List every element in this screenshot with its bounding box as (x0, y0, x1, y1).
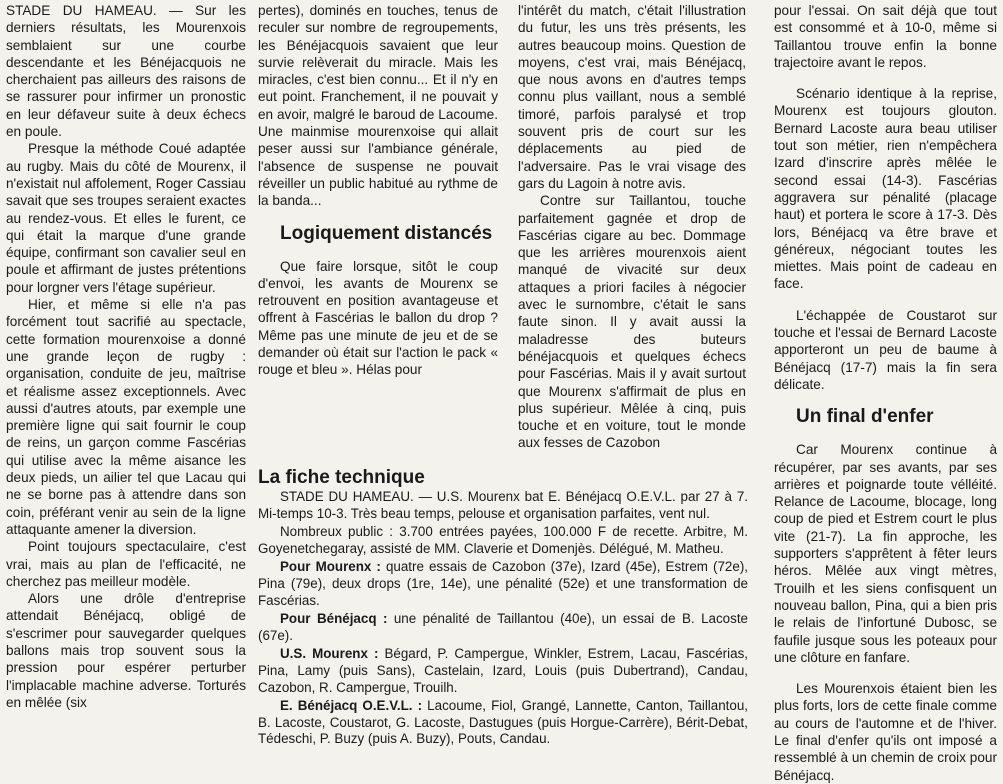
text: une pénalité de Taillantou (40e), un essai de B. Lacoste (67e). (258, 611, 748, 643)
paragraph: Point toujours spectaculaire, c'est vrai, mais au plan de l'efficacité, ne cherchez pas meilleur modèle. (6, 539, 246, 589)
sheet-scorers-mourenx (258, 559, 748, 609)
label: E. Bénéjacq O.E.V.L. : (280, 698, 423, 714)
text: Bégard, P. Campergue, Winkler, Estrem, Lacau, Fascérias, Pina, Lamy (puis Sans), Castelain, Izard, Louis (puis Dubertrand), Candau, Cazobon, R. Campergue, Trouilh. (258, 646, 748, 695)
paragraph: Alors une drôle d'entreprise attendait Bénéjacq, obligé de s'escrimer pour sauvegarder quelques ballons mais trop souvent sous la pression pour espérer perturber l'implacable machine adverse. Torturés en mêlée (six (6, 591, 246, 710)
paragraph: pertes), dominés en touches, tenus de reculer sur nombre de regroupements, les Bénéjacquois savaient que leur survie relèverait du miracle. Mais les miracles, c'est bien connu... Et il n'y en eut point. Franchement, il ne pouvait y en avoir, malgré le baroud de Lacoume. Une mainmise mourenxoise qui allait peser aussi sur l'ambiance générale, l'absence de suspense ne pouvait réveiller un public habitué au rythme de la banda... (258, 3, 498, 209)
label: U.S. Mourenx : (280, 646, 379, 662)
label: Pour Mourenx : (280, 559, 381, 575)
sheet-public: Nombreux public : 3.700 entrées payées, 100.000 F de recette. Arbitre, M. Goyenetchegaray, assisté de MM. Claverie et Domenjès. Délégué, M. Matheu. (258, 524, 748, 556)
article-column-2 (258, 2, 498, 379)
sheet-title: La fiche technique (258, 467, 425, 488)
paragraph: Car Mourenx continue à récupérer, par ses avants, par ses arrières et poignarde toute vélléité. Relance de Lacoume, blocage, long coup de pied et Estrem court le plus vite (21-7). La fin approche, les supporters s'apprêtent à fêter leurs héros. Mêlée aux vingt mètres, Trouilh et les siens confisquent un nouveau ballon, Pina, qui a bien pris le relais de l'infortuné Dubosc, se faufile jusque sous les poteaux pour une clôture en fanfare. (774, 442, 997, 665)
paragraph: Scénario identique à la reprise, Mourenx est toujours glouton. Bernard Lacoste aura beau utiliser tout son métier, rien n'empêchera Izard d'inscrire après mêlée le second essai (14-3). Fascérias aggravera sur pénalité (placage haut) et portera le score à 17-3. Dès lors, Bénéjacq va être brave et généreux, négociant toutes les miettes. Mais point de cadeau en face. (774, 86, 997, 292)
article-column-1 (6, 2, 246, 711)
paragraph: Contre sur Taillantou, touche parfaitement gagnée et drop de Fascérias cigare au bec. Dommage que les arrières mourenxois aient manqué de vivacité sur deux attaques a priori faciles à négocier avec le surnombre, c'était le sans faute sinon. Il y avait aussi la maladresse des buteurs bénéjacquois et quelques échecs pour Fascérias. Mais il y avait surtout que Mourenx s'affirmait de plus en plus supérieur. Mêlée à cinq, puis touche et en voiture, tout le monde aux fesses de Cazobon (518, 193, 746, 451)
paragraph: l'intérêt du match, c'était l'illustration du futur, les uns très présents, les autres beaucoup moins. Question de moyens, c'est vrai, mais Bénéjacq, que nous avons en d'autres temps connu plus vaillant, nous a semblé timoré, parfois paralysé et trop souvent pris de court sur les déplacements au pied de l'adversaire. Pas le vrai visage des gars du Lagoin à notre avis. (518, 3, 746, 191)
subheading: Un final d'enfer (796, 406, 934, 428)
technical-sheet (258, 467, 748, 750)
paragraph: STADE DU HAMEAU. — Sur les derniers résultats, les Mourenxois semblaient sur une courbe descendante et les Bénéjacquois ne cherchaient pas ailleurs des raisons de se rassurer pour infirmer un pronostic en leur défaveur suite à deux échecs en poule. (6, 3, 246, 140)
text: quatre essais de Cazobon (37e), Izard (45e), Estrem (72e), Pina (79e), deux drops (1re, 14e), une pénalité (52e) et une transformation de Fascérias. (258, 559, 748, 608)
sheet-lineup-mourenx (258, 646, 748, 696)
sheet-lineup-benejacq (258, 698, 748, 748)
article-column-3 (518, 2, 746, 452)
paragraph: Presque la méthode Coué adaptée au rugby. Mais du côté de Mourenx, il n'existait nul affolement, Roger Cassiau savait que ses troupes seraient exactes au rendez-vous. Et elles le furent, ce qui était la marque d'une grande équipe, confirmant son cavalier seul en poule et affirmant de justes prétentions pour lorgner vers l'étage supérieur. (6, 141, 246, 295)
text: Lacoume, Fiol, Grangé, Lannette, Canton, Taillantou, B. Lacoste, Coustarot, G. Lacoste, Dastugues (puis Horgue-Carrère), Bérit-Debat, Tédeschi, P. Buzy (puis A. Buzy), Pouts, Candau. (258, 698, 748, 747)
sheet-scorers-benejacq (258, 611, 748, 644)
paragraph: Que faire lorsque, sitôt le coup d'envoi, les avants de Mourenx se retrouvent en position avantageuse et offrent à Fascérias le ballon du drop ? Même pas une minute de jeu et de se demander où était sur l'action le pack « rouge et bleu ». Hélas pour (258, 258, 498, 378)
paragraph: Hier, et même si elle n'a pas forcément tout sacrifié au spectacle, cette formation mourenxoise a donné une grande leçon de rugby : organisation, conduite de jeu, maîtrise et réalisme assez exceptionnels. Avec aussi d'autres atouts, par exemple une première ligne qui sait fournir le coup de reins, un garçon comme Fascérias qui utilise avec la même aisance les deux pieds, un ailier tel que Lacau qui ne se borne pas à attendre dans son coin, préférant venir au sein de la ligne attaquante amener la diversion. (6, 297, 246, 537)
sheet-intro: STADE DU HAMEAU. — U.S. Mourenx bat E. Bénéjacq O.E.V.L. par 27 à 7. Mi-temps 10-3. Très beau temps, pelouse et organisation parfaites, vent nul. (258, 489, 748, 521)
paragraph: Les Mourenxois étaient bien les plus forts, lors de cette finale comme au cours de l'automne et de l'hiver. Le final d'enfer qu'ils ont imposé a ressemblé à un chemin de croix pour Bénéjacq. (774, 681, 997, 783)
subheading: Logiquement distancés (280, 222, 493, 244)
article-column-4 (774, 2, 997, 784)
paragraph: L'échappée de Coustarot sur touche et l'essai de Bernard Lacoste apporteront un peu de baume à Bénéjacq (17-7) mais la fin sera délicate. (774, 307, 997, 392)
paragraph: pour l'essai. On sait déjà que tout est consommé et à 10-0, même si Taillantou trouve enfin la bonne trajectoire avant le repos. (774, 3, 997, 70)
label: Pour Bénéjacq : (280, 611, 388, 627)
